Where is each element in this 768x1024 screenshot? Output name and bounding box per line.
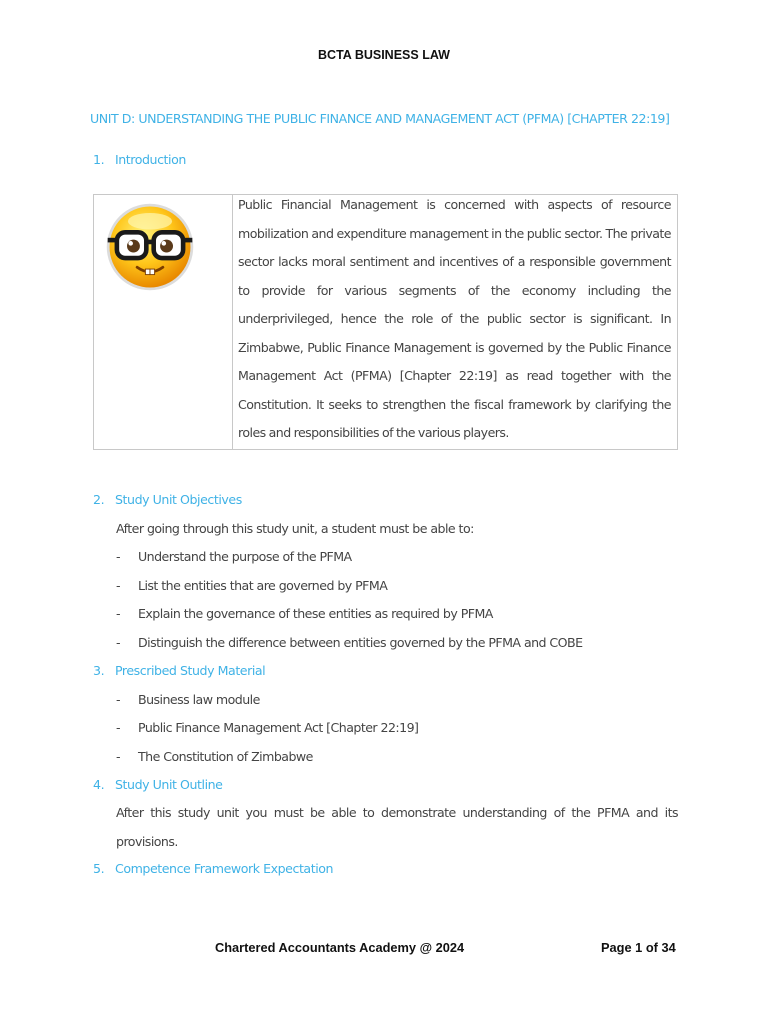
introduction-table xyxy=(93,194,678,450)
outline-paragraph: After this study unit you must be able to demonstrate understanding of the PFMA and its provisions. xyxy=(116,805,678,849)
section-label: Introduction xyxy=(115,152,186,167)
list-item: - Explain the governance of these entities as required by PFMA xyxy=(116,606,493,621)
section-heading-material xyxy=(93,663,265,678)
document-header-title: BCTA BUSINESS LAW xyxy=(318,48,450,62)
objectives-intro: After going through this study unit, a student must be able to: xyxy=(116,521,474,536)
list-item: - Distinguish the difference between entities governed by the PFMA and COBE xyxy=(116,635,583,650)
introduction-paragraph: Public Financial Management is concerned with aspects of resource mobilization and expenditure management in the public sector. The private sector lacks moral sentiment and incentives of a responsible government to provide for various segments of the economy including the underprivileged, hence the role of the public sector is significant. In Zimbabwe, Public Finance Management is governed by the Public Finance Management Act (PFMA) [Chapter 22:19] as read together with the Constitution. It seeks to strengthen the fiscal framework by clarifying the roles and responsibilities of the various players. xyxy=(238,197,671,440)
section-number: 2. xyxy=(93,492,105,507)
section-label: Competence Framework Expectation xyxy=(115,861,334,876)
nerd-emoji-icon xyxy=(104,201,196,293)
table-column-divider xyxy=(232,195,233,449)
section-label: Study Unit Outline xyxy=(115,777,223,792)
section-heading-objectives xyxy=(93,492,242,507)
list-item: - List the entities that are governed by PFMA xyxy=(116,578,388,593)
section-label: Study Unit Objectives xyxy=(115,492,242,507)
section-heading-outline xyxy=(93,777,222,792)
section-number: 1. xyxy=(93,152,105,167)
section-number: 5. xyxy=(93,861,105,876)
footer-page-number: Page 1 of 34 xyxy=(601,940,676,955)
section-label: Prescribed Study Material xyxy=(115,663,266,678)
list-item: - Business law module xyxy=(116,692,260,707)
list-item: - Public Finance Management Act [Chapter 22:19] xyxy=(116,720,419,735)
footer-copyright: Chartered Accountants Academy @ 2024 xyxy=(215,940,465,955)
list-item: - The Constitution of Zimbabwe xyxy=(116,749,313,764)
list-item: - Understand the purpose of the PFMA xyxy=(116,549,352,564)
section-heading-introduction xyxy=(93,152,186,167)
section-number: 4. xyxy=(93,777,105,792)
section-heading-competence xyxy=(93,861,333,876)
unit-title: UNIT D: UNDERSTANDING THE PUBLIC FINANCE AND MANAGEMENT ACT (PFMA) [CHAPTER 22:19] xyxy=(90,111,670,126)
section-number: 3. xyxy=(93,663,105,678)
